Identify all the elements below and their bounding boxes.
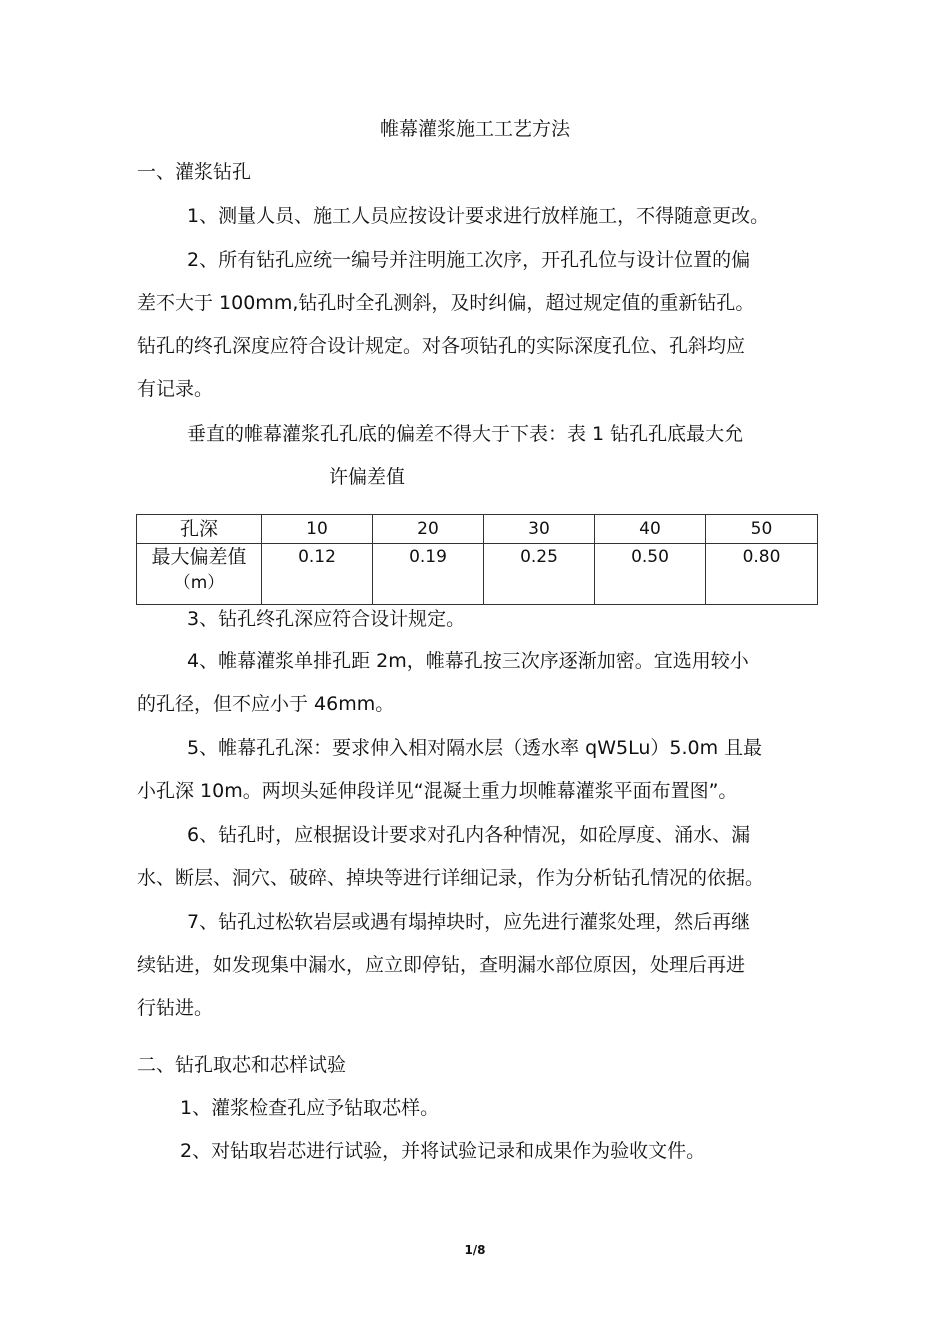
depth-cell: 40 [595, 515, 706, 544]
paragraph-2-line-2: 差不大于 100mm,钻孔时全孔测斜，及时纠偏，超过规定值的重新钻孔。 [137, 292, 755, 314]
paragraph-4-line-2: 的孔径，但不应小于 46mm。 [137, 693, 395, 715]
paragraph-7-line-2: 续钻进，如发现集中漏水，应立即停钻，查明漏水部位原因，处理后再进 [137, 954, 746, 976]
table-row-depth [137, 515, 818, 544]
paragraph-2-line-3: 钻孔的终孔深度应符合设计规定。对各项钻孔的实际深度孔位、孔斜均应 [137, 335, 746, 357]
document-title: 帷幕灌浆施工工艺方法 [379, 118, 570, 140]
depth-label-cell: 孔深 [137, 515, 262, 544]
deviation-cell: 0.12 [262, 544, 373, 605]
depth-cell: 30 [484, 515, 595, 544]
section-1-heading: 一、灌浆钻孔 [137, 161, 252, 183]
deviation-cell: 0.19 [373, 544, 484, 605]
paragraph-6-line-2: 水、断层、洞穴、破碎、掉块等进行详细记录，作为分析钻孔情况的依据。 [137, 867, 765, 889]
paragraph-5-line-2: 小孔深 10m。两坝头延伸段详见“混凝土重力坝帷幕灌浆平面布置图”。 [137, 780, 738, 802]
section-2-heading: 二、钻孔取芯和芯样试验 [137, 1054, 347, 1076]
paragraph-7-line-3: 行钻进。 [137, 997, 214, 1019]
paragraph-6-line-1: 6、钻孔时，应根据设计要求对孔内各种情况，如砼厚度、涌水、漏 [187, 824, 751, 846]
paragraph-4-line-1: 4、帷幕灌浆单排孔距 2m，帷幕孔按三次序逐渐加密。宜选用较小 [187, 650, 749, 672]
deviation-label: 最大偏差值 [151, 546, 247, 568]
deviation-cell: 0.80 [706, 544, 818, 605]
section-2-paragraph-2: 2、对钻取岩芯进行试验，并将试验记录和成果作为验收文件。 [180, 1140, 706, 1162]
page-number: 1/8 [464, 1243, 486, 1257]
deviation-unit: （m） [173, 573, 225, 593]
deviation-table [136, 514, 818, 605]
paragraph-5-line-1: 5、帷幕孔孔深：要求伸入相对隔水层（透水率 qW5Lu）5.0m 且最 [187, 737, 763, 759]
deviation-label-cell [137, 544, 262, 605]
table-intro-line-2: 许偏差值 [329, 466, 406, 488]
deviation-cell: 0.25 [484, 544, 595, 605]
paragraph-2-line-4: 有记录。 [137, 378, 214, 400]
paragraph-3: 3、钻孔终孔深应符合设计规定。 [187, 608, 466, 630]
depth-cell: 20 [373, 515, 484, 544]
depth-cell: 10 [262, 515, 373, 544]
table-intro-line-1: 垂直的帷幕灌浆孔孔底的偏差不得大于下表：表 1 钻孔孔底最大允 [187, 423, 744, 445]
paragraph-1: 1、测量人员、施工人员应按设计要求进行放样施工，不得随意更改。 [187, 205, 770, 227]
paragraph-2-line-1: 2、所有钻孔应统一编号并注明施工次序，开孔孔位与设计位置的偏 [187, 249, 751, 271]
deviation-cell: 0.50 [595, 544, 706, 605]
section-2-paragraph-1: 1、灌浆检查孔应予钻取芯样。 [180, 1097, 440, 1119]
depth-cell: 50 [706, 515, 818, 544]
table-row-deviation [137, 544, 818, 605]
paragraph-7-line-1: 7、钻孔过松软岩层或遇有塌掉块时，应先进行灌浆处理，然后再继 [187, 911, 751, 933]
